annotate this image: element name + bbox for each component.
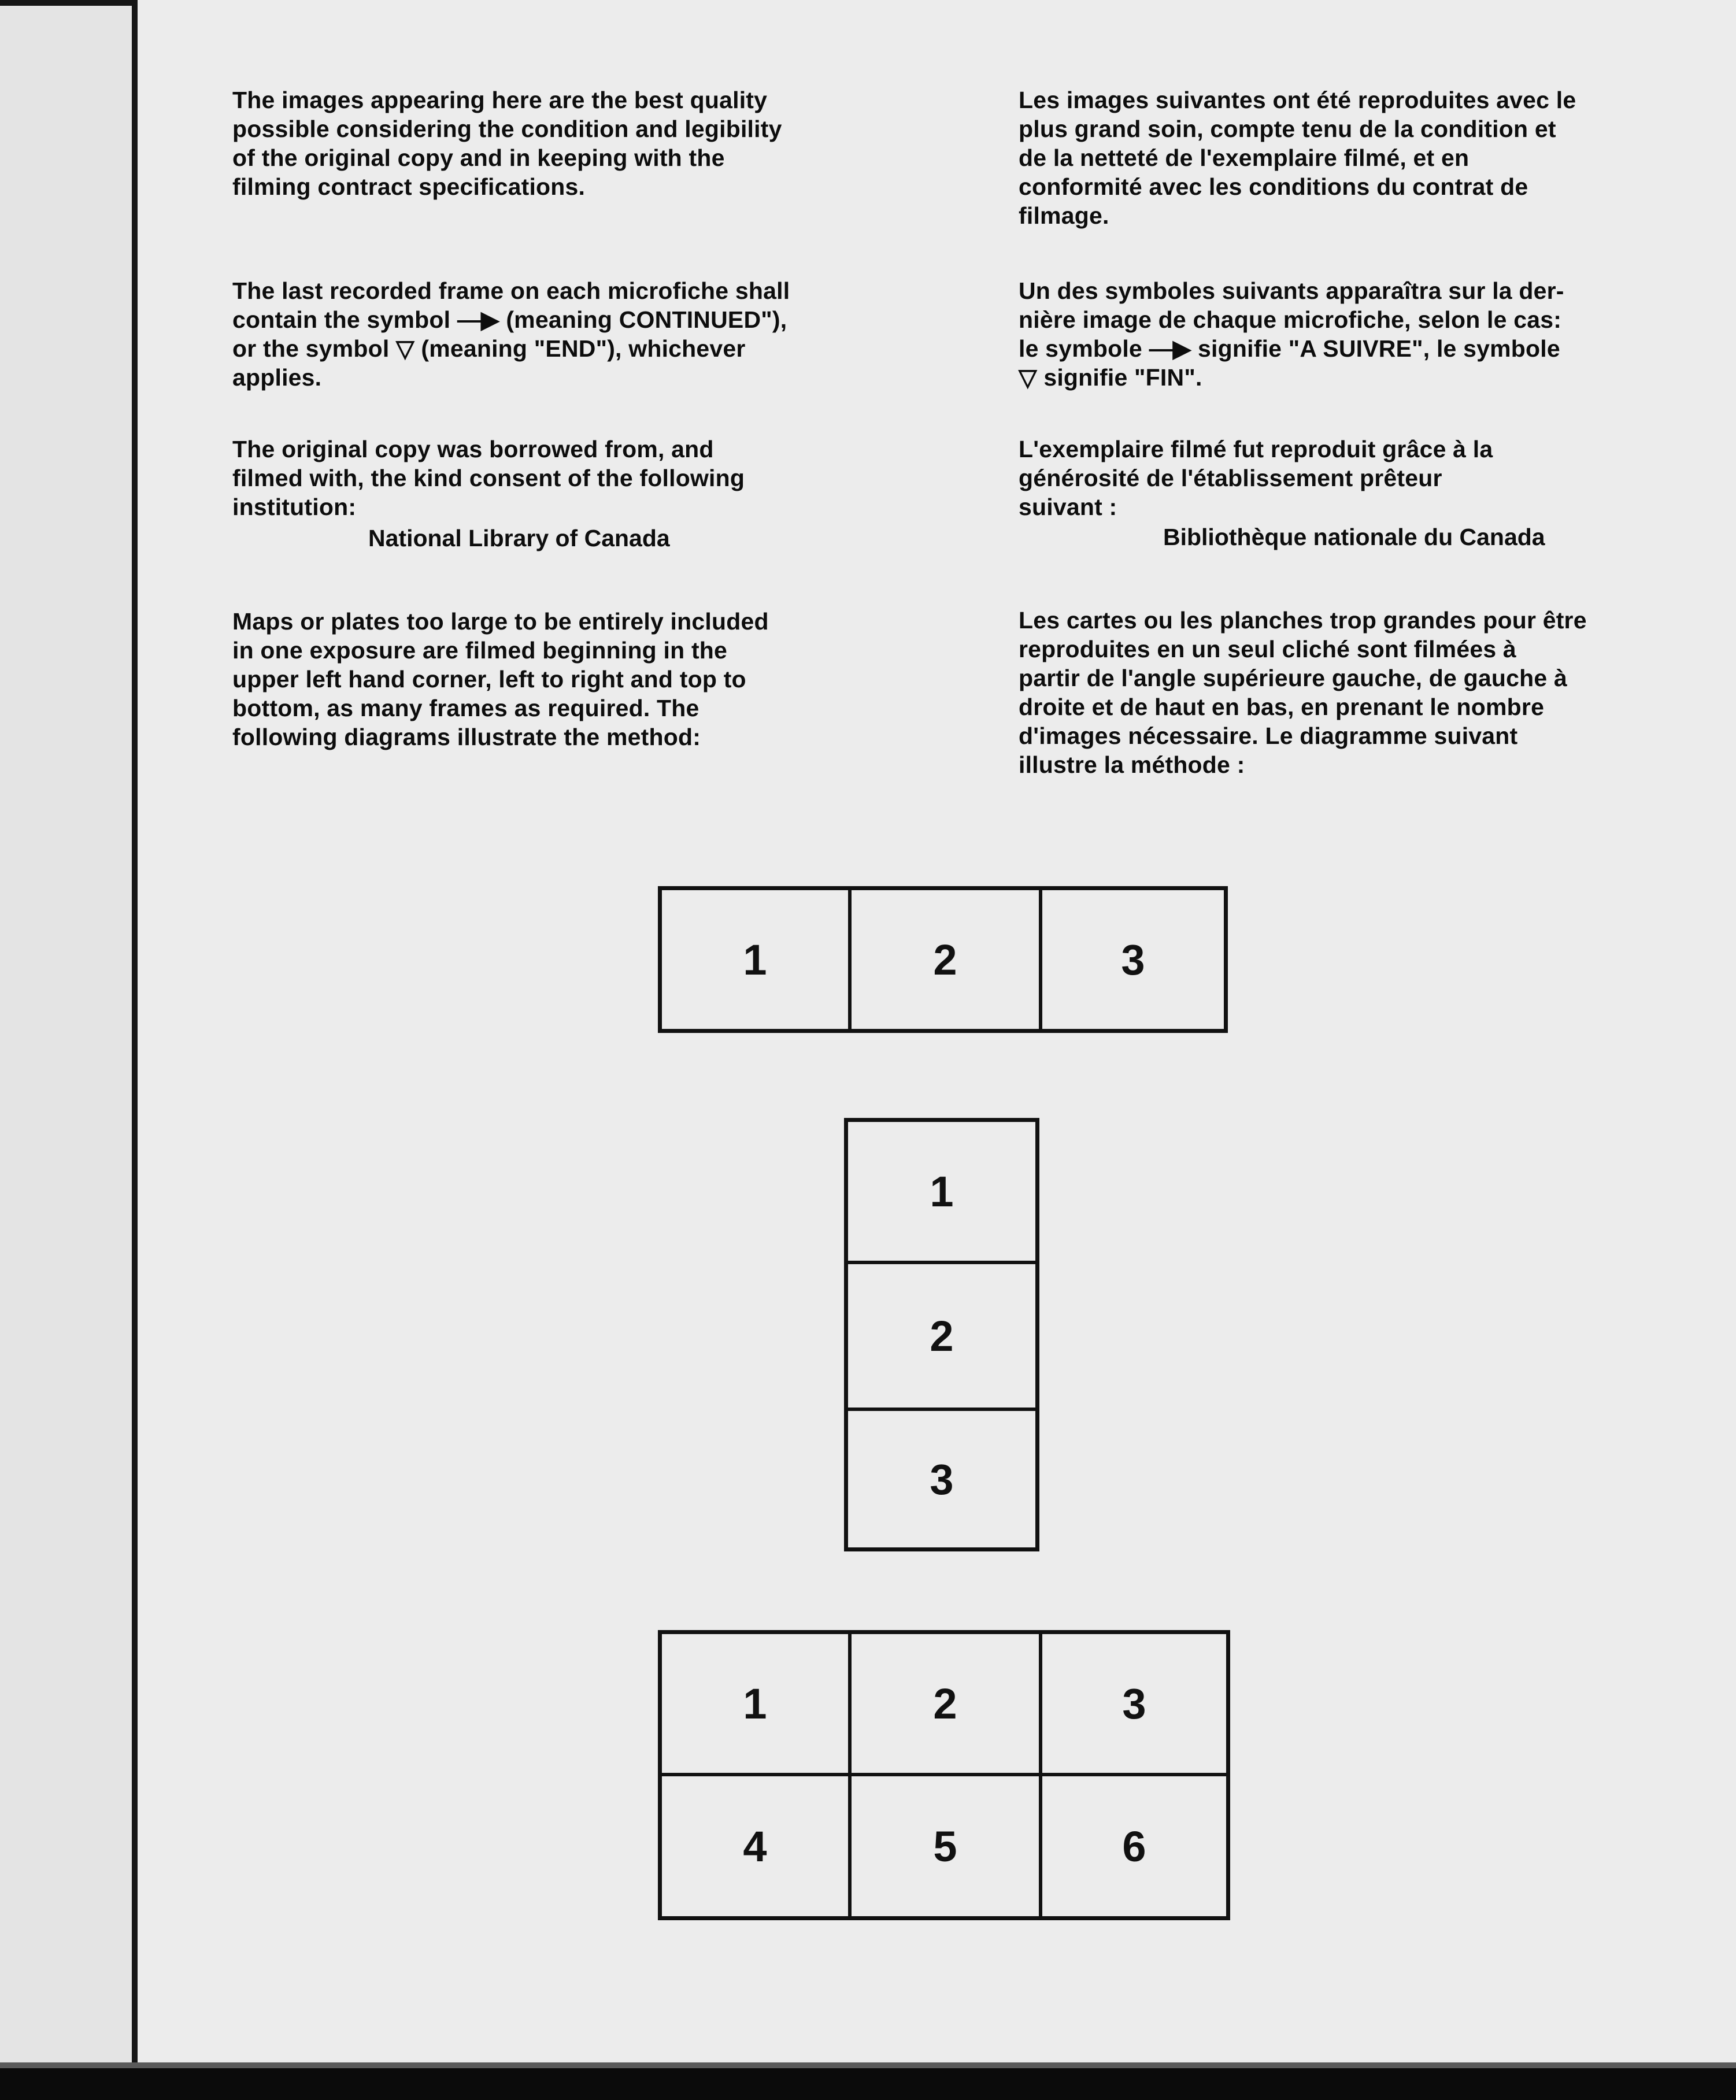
frame-edge-bottom-highlight [0, 2062, 1736, 2068]
french-symbol-paragraph: Un des symboles suivants apparaîtra sur la der- nière image de chaque microfiche, selon le cas: le symbole —▶ signifie "A SUIVRE", le symbole ▽ signifie "FIN". [1019, 277, 1564, 391]
frame-edge-bottom [0, 2068, 1736, 2100]
frame-cell-1: 1 [743, 1679, 767, 1728]
english-symbol-paragraph: The last recorded frame on each microfiche shall contain the symbol —▶ (meaning CONTINUED"), or the symbol ▽ (meaning "END"), whichever applies. [232, 277, 790, 391]
french-quality-paragraph: Les images suivantes ont été reproduites avec le plus grand soin, compte tenu de la condition et de la netteté de l'exemplaire filmé, et en conformité avec les conditions du contrat de filmage. [1019, 87, 1576, 229]
frame-edge-left [132, 0, 138, 2100]
french-credit-paragraph: L'exemplaire filmé fut reproduit grâce à la générosité de l'établissement prêteur suivant : [1019, 436, 1493, 520]
english-credit-paragraph: The original copy was borrowed from, and filmed with, the kind consent of the following institution: [232, 436, 745, 520]
frame-edge-top [0, 0, 136, 6]
frame-cell-3: 3 [1121, 935, 1145, 984]
frame-cell-1: 1 [930, 1167, 954, 1216]
frame-cell-3: 3 [1122, 1679, 1146, 1728]
diagram-horizontal-strip [658, 886, 1228, 1033]
film-margin-left [0, 0, 134, 2100]
frame-cell-2: 2 [930, 1312, 954, 1360]
french-institution-name: Bibliothèque nationale du Canada [1163, 524, 1545, 550]
frame-cell-6: 6 [1122, 1822, 1146, 1871]
frame-cell-1: 1 [743, 935, 767, 984]
french-maps-paragraph: Les cartes ou les planches trop grandes pour être reproduites en un seul cliché sont filmées à partir de l'angle supérieure gauche, de gauche à droite et de haut en bas, en prenant le nombre d'images nécessaire. Le diagramme suivant illustre la méthode : [1019, 607, 1587, 778]
english-quality-paragraph: The images appearing here are the best quality possible considering the condition and legibility of the original copy and in keeping with the filming contract specifications. [232, 87, 782, 200]
diagram-grid [658, 1630, 1230, 1920]
diagram-vertical-strip [844, 1118, 1039, 1551]
frame-cell-5: 5 [933, 1822, 957, 1871]
frame-cell-2: 2 [933, 1679, 957, 1728]
frame-cell-4: 4 [743, 1822, 767, 1871]
english-institution-name: National Library of Canada [368, 525, 670, 551]
english-maps-paragraph: Maps or plates too large to be entirely included in one exposure are filmed beginning in the upper left hand corner, left to right and top to bottom, as many frames as required. The following diagrams illustrate the method: [232, 608, 769, 750]
frame-cell-2: 2 [933, 935, 957, 984]
frame-cell-3: 3 [930, 1455, 954, 1503]
